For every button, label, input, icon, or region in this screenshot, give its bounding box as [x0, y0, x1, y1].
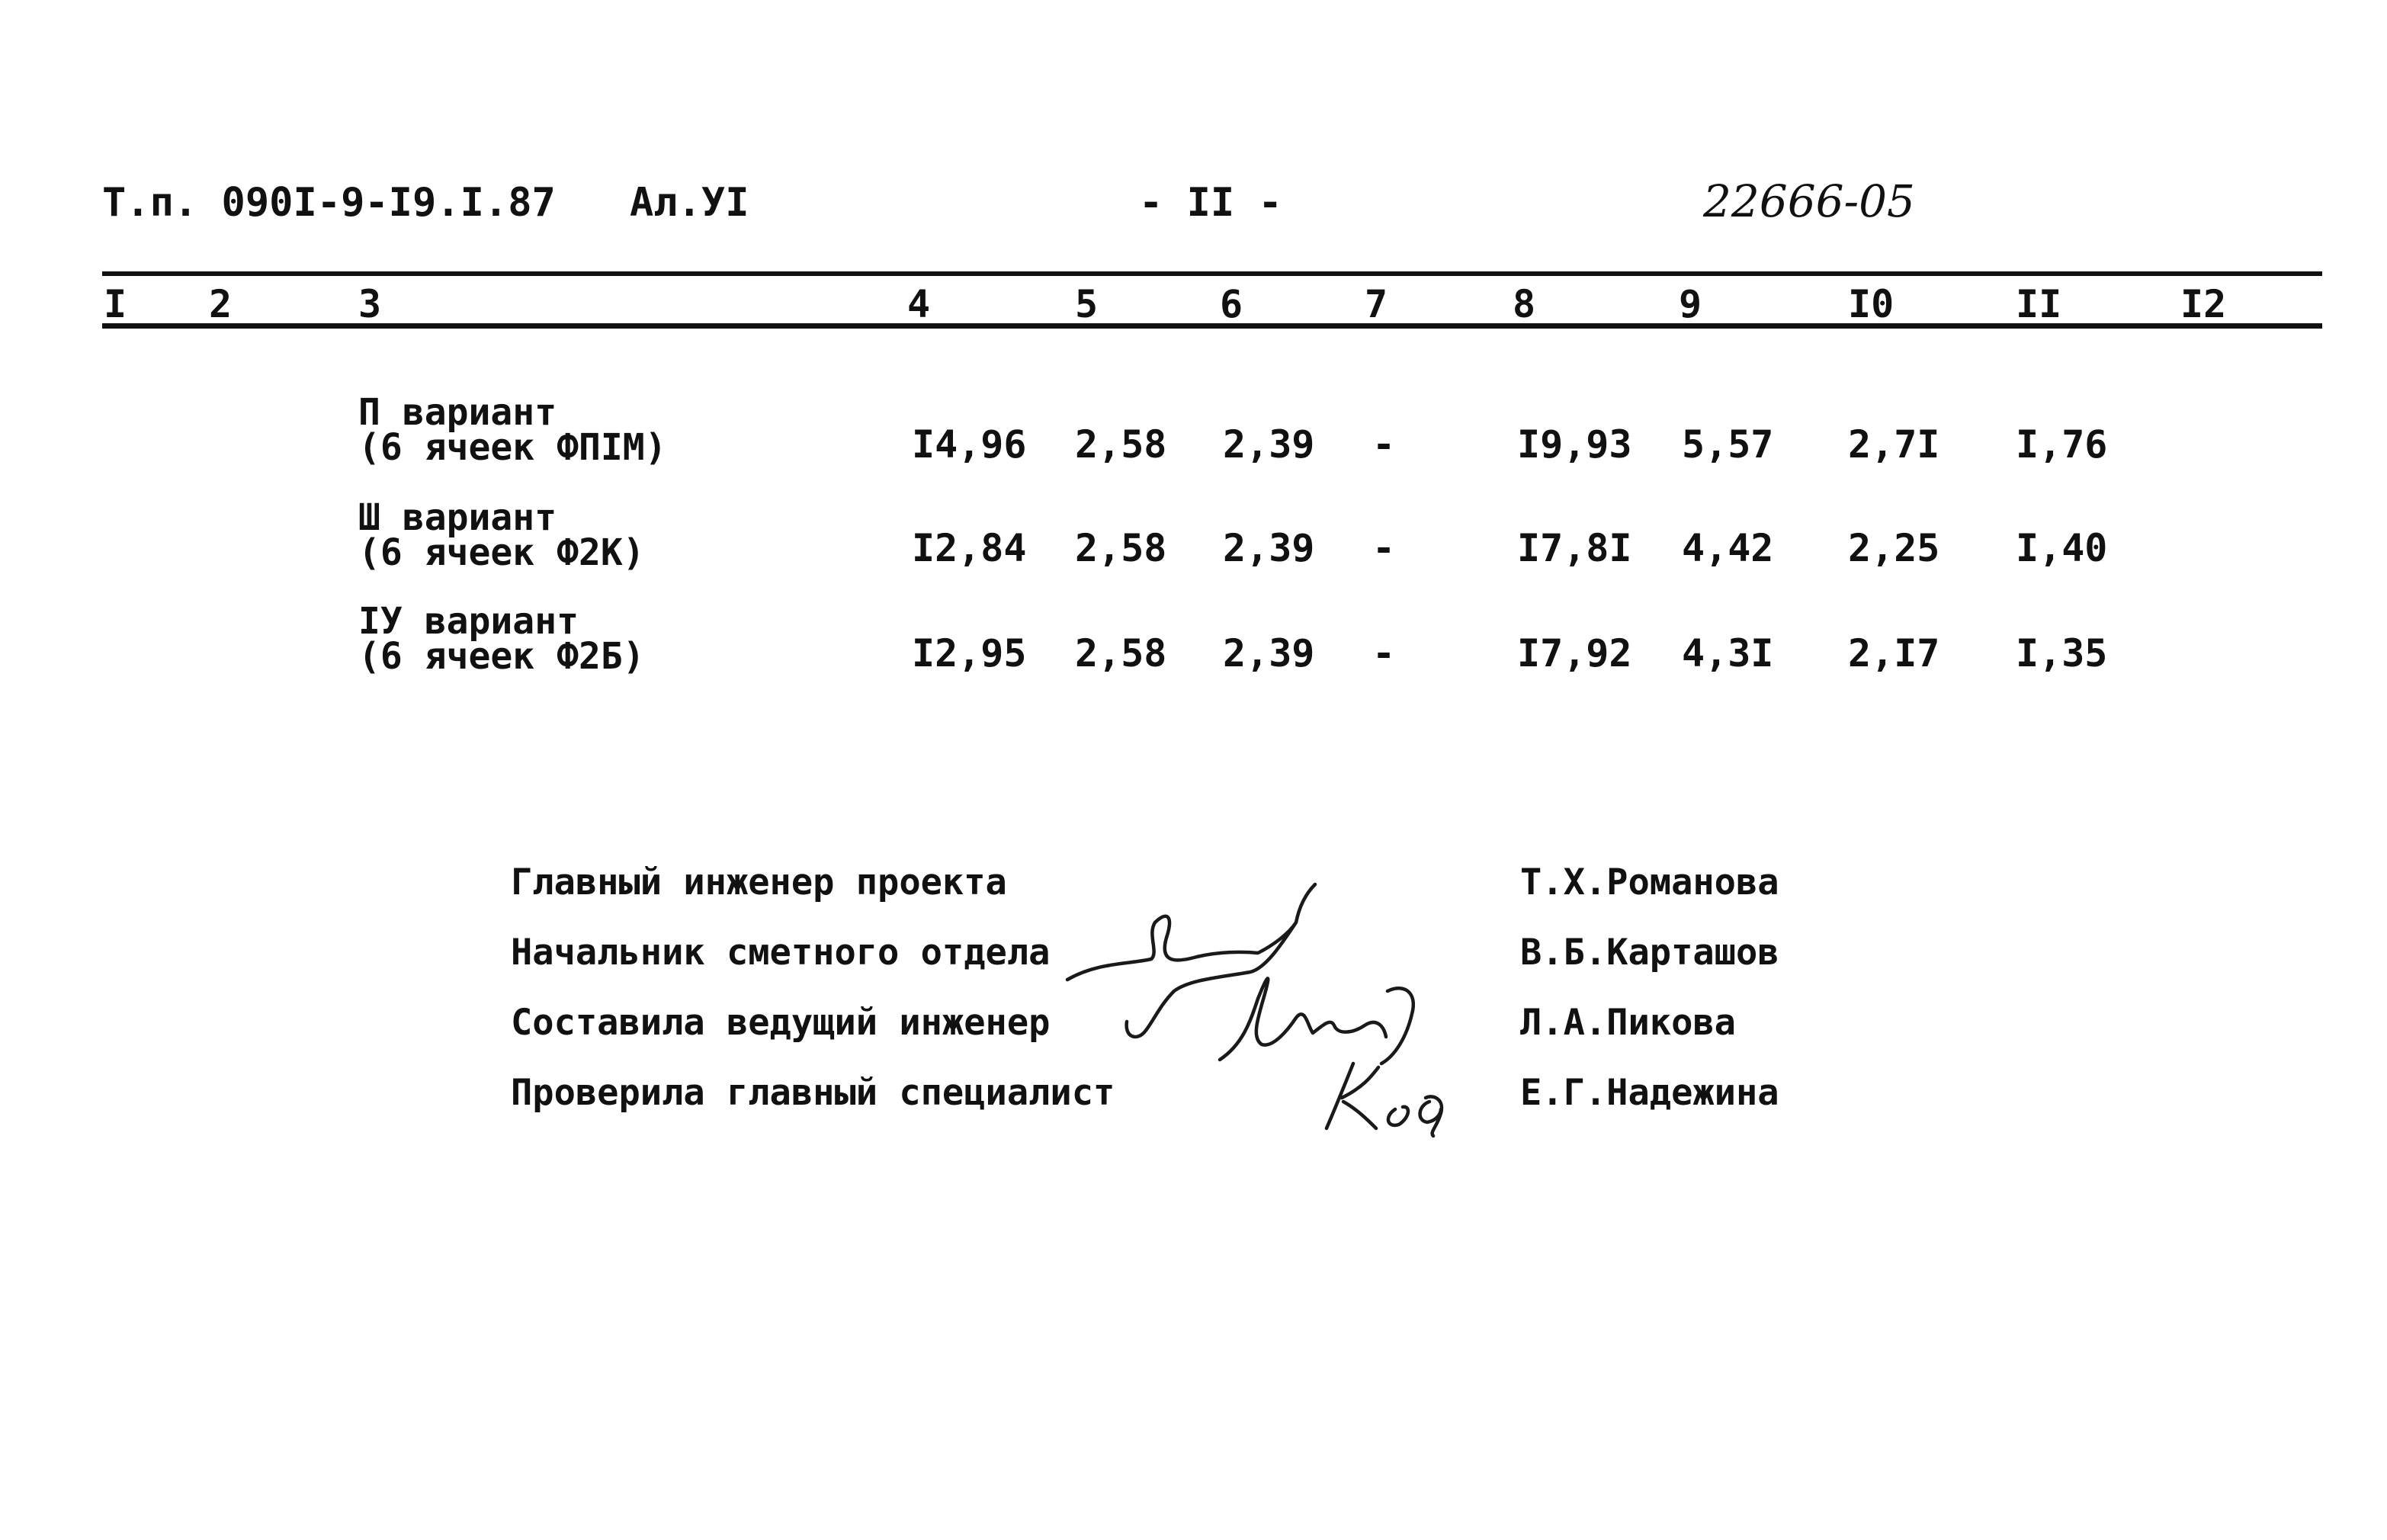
row-1-cells-description: (6 ячеек ФПIМ) [358, 426, 667, 469]
row-2-cells-description: (6 ячеек Ф2К) [358, 531, 645, 574]
table-cell: I4,96 [912, 422, 1027, 467]
signature-mark-3 [1327, 1064, 1442, 1136]
table-cell: - [1372, 631, 1396, 675]
signature-mark-1 [1067, 884, 1315, 1037]
row-2-variant: Ш вариант [358, 496, 557, 539]
signature-name-compiler: Л.А.Пикова [1520, 1002, 1736, 1044]
table-cell: 2,I7 [1848, 631, 1940, 675]
column-number-6: 6 [1220, 282, 1243, 326]
column-number-2: 2 [209, 282, 233, 326]
table-cell: I9,93 [1517, 422, 1632, 467]
table-cell: I2,84 [912, 526, 1027, 570]
table-cell: 2,7I [1848, 422, 1940, 467]
column-number-10: I0 [1848, 282, 1895, 326]
table-cell: 2,39 [1223, 526, 1315, 570]
album-number: Ал.УI [630, 180, 749, 226]
column-number-5: 5 [1075, 282, 1099, 326]
table-cell: I,35 [2016, 631, 2108, 675]
table-cell: I,76 [2016, 422, 2108, 467]
signature-name-chief-engineer: Т.Х.Романова [1520, 861, 1779, 903]
table-cell: 4,3I [1682, 631, 1774, 675]
table-cell: I,40 [2016, 526, 2108, 570]
table-cell: 2,58 [1075, 422, 1167, 467]
signature-mark-2 [1220, 978, 1413, 1064]
column-number-7: 7 [1365, 282, 1388, 326]
column-number-8: 8 [1513, 282, 1536, 326]
table-cell: - [1372, 422, 1396, 467]
table-cell: 4,42 [1682, 526, 1774, 570]
table-cell: 2,58 [1075, 631, 1167, 675]
table-cell: 5,57 [1682, 422, 1774, 467]
table-cell: I7,8I [1517, 526, 1632, 570]
document-code: Т.п. 090I-9-I9.I.87 [102, 180, 556, 226]
signature-role-compiler: Составила ведущий инженер [511, 1002, 1051, 1044]
table-cell: 2,39 [1223, 631, 1315, 675]
row-1-variant: П вариант [358, 391, 557, 434]
column-number-9: 9 [1679, 282, 1702, 326]
signature-role-chief-engineer: Главный инженер проекта [511, 861, 1007, 903]
inventory-number: 22666-05 [1703, 175, 1915, 227]
column-number-1: I [104, 282, 127, 326]
row-3-variant: IУ вариант [358, 600, 579, 643]
page-number: - II - [1139, 180, 1282, 226]
table-cell: I2,95 [912, 631, 1027, 675]
table-cell: 2,39 [1223, 422, 1315, 467]
signature-name-checker: Е.Г.Надежина [1520, 1072, 1779, 1114]
signature-role-estimate-dept-head: Начальник сметного отдела [511, 932, 1051, 974]
column-number-4: 4 [907, 282, 931, 326]
table-cell: - [1372, 526, 1396, 570]
column-number-11: II [2016, 282, 2062, 326]
table-cell: 2,58 [1075, 526, 1167, 570]
signature-name-estimate-dept-head: В.Б.Карташов [1520, 932, 1779, 974]
column-number-3: 3 [358, 282, 382, 326]
table-cell: 2,25 [1848, 526, 1940, 570]
column-number-12: I2 [2180, 282, 2227, 326]
table-cell: I7,92 [1517, 631, 1632, 675]
signature-role-checker: Проверила главный специалист [511, 1072, 1115, 1114]
row-3-cells-description: (6 ячеек Ф2Б) [358, 635, 645, 678]
